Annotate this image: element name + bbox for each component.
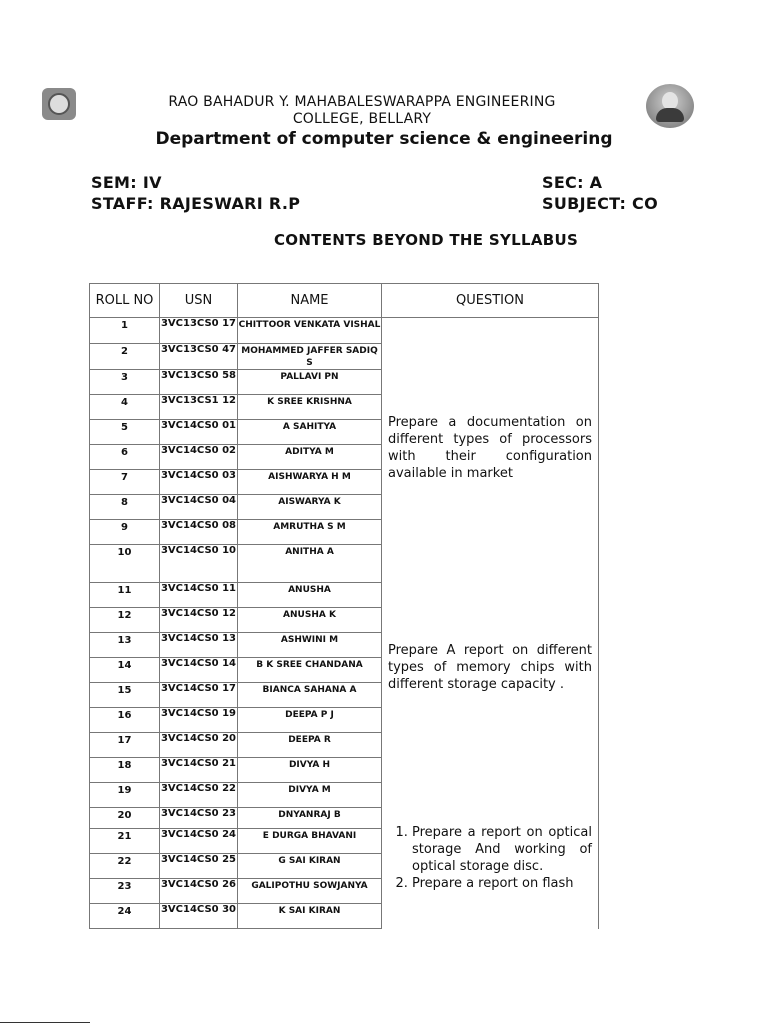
student-question-table xyxy=(89,283,599,929)
usn-cell: 3VC14CS0 22 xyxy=(160,783,238,808)
usn-cell: 3VC14CS0 19 xyxy=(160,708,238,733)
department-title: Department of computer science & engineering xyxy=(155,129,613,149)
section-heading: CONTENTS BEYOND THE SYLLABUS xyxy=(274,231,579,249)
name-cell: K SAI KIRAN xyxy=(238,904,382,929)
question-3-list xyxy=(388,824,592,892)
name-cell: DIVYA M xyxy=(238,783,382,808)
table-body xyxy=(90,318,599,929)
question-1-text: Prepare a documentation on different types of processors with their configuration available in market xyxy=(388,415,592,481)
usn-cell: 3VC14CS0 11 xyxy=(160,583,238,608)
roll-cell: 12 xyxy=(90,608,160,633)
roll-cell: 13 xyxy=(90,633,160,658)
usn-cell: 3VC13CS0 58 xyxy=(160,370,238,395)
name-cell: ANUSHA xyxy=(238,583,382,608)
name-cell: AISHWARYA H M xyxy=(238,470,382,495)
usn-cell: 3VC14CS0 08 xyxy=(160,520,238,545)
roll-cell: 11 xyxy=(90,583,160,608)
usn-cell: 3VC13CS0 17 xyxy=(160,318,238,344)
name-cell: MOHAMMED JAFFER SADIQ S xyxy=(238,344,382,370)
usn-cell: 3VC14CS0 21 xyxy=(160,758,238,783)
usn-cell: 3VC14CS0 03 xyxy=(160,470,238,495)
name-cell: ASHWINI M xyxy=(238,633,382,658)
roll-cell: 5 xyxy=(90,420,160,445)
name-cell: K SREE KRISHNA xyxy=(238,395,382,420)
question-3-item: 1. Prepare a report on optical storage And working of optical storage disc. xyxy=(412,824,592,875)
name-cell: DIVYA H xyxy=(238,758,382,783)
roll-cell: 4 xyxy=(90,395,160,420)
usn-cell: 3VC14CS0 17 xyxy=(160,683,238,708)
question-2-text: Prepare A report on different types of memory chips with different storage capacity . xyxy=(388,643,592,692)
roll-cell: 19 xyxy=(90,783,160,808)
college-name-line1: RAO BAHADUR Y. MAHABALESWARAPPA ENGINEERING xyxy=(168,94,556,110)
name-cell: DNYANRAJ B xyxy=(238,808,382,829)
question-3-item: 2. Prepare a report on flash xyxy=(412,875,592,892)
usn-cell: 3VC14CS0 01 xyxy=(160,420,238,445)
roll-cell: 2 xyxy=(90,344,160,370)
roll-cell: 7 xyxy=(90,470,160,495)
col-header-name: NAME xyxy=(238,284,382,318)
roll-cell: 23 xyxy=(90,879,160,904)
usn-cell: 3VC14CS0 30 xyxy=(160,904,238,929)
roll-cell: 6 xyxy=(90,445,160,470)
name-cell: ADITYA M xyxy=(238,445,382,470)
name-cell: DEEPA R xyxy=(238,733,382,758)
usn-cell: 3VC14CS0 20 xyxy=(160,733,238,758)
usn-cell: 3VC13CS0 47 xyxy=(160,344,238,370)
roll-cell: 17 xyxy=(90,733,160,758)
col-header-question: QUESTION xyxy=(382,284,599,318)
name-cell: PALLAVI PN xyxy=(238,370,382,395)
name-cell: AISWARYA K xyxy=(238,495,382,520)
roll-cell: 9 xyxy=(90,520,160,545)
roll-cell: 20 xyxy=(90,808,160,829)
col-header-usn: USN xyxy=(160,284,238,318)
usn-cell: 3VC14CS0 13 xyxy=(160,633,238,658)
usn-cell: 3VC14CS0 10 xyxy=(160,545,238,583)
name-cell: CHITTOOR VENKATA VISHAL xyxy=(238,318,382,344)
usn-cell: 3VC14CS0 14 xyxy=(160,658,238,683)
roll-cell: 18 xyxy=(90,758,160,783)
name-cell: ANUSHA K xyxy=(238,608,382,633)
usn-cell: 3VC14CS0 04 xyxy=(160,495,238,520)
name-cell: BIANCA SAHANA A xyxy=(238,683,382,708)
name-cell: B K SREE CHANDANA xyxy=(238,658,382,683)
usn-cell: 3VC14CS0 26 xyxy=(160,879,238,904)
name-cell: GALIPOTHU SOWJANYA xyxy=(238,879,382,904)
roll-cell: 22 xyxy=(90,854,160,879)
roll-cell: 15 xyxy=(90,683,160,708)
name-cell: DEEPA P J xyxy=(238,708,382,733)
name-cell: G SAI KIRAN xyxy=(238,854,382,879)
usn-cell: 3VC13CS1 12 xyxy=(160,395,238,420)
name-cell: E DURGA BHAVANI xyxy=(238,829,382,854)
usn-cell: 3VC14CS0 02 xyxy=(160,445,238,470)
subject-label: SUBJECT: CO xyxy=(542,194,658,213)
sec-label: SEC: A xyxy=(542,173,603,192)
question-cell xyxy=(382,318,599,929)
roll-cell: 21 xyxy=(90,829,160,854)
roll-cell: 14 xyxy=(90,658,160,683)
name-cell: A SAHITYA xyxy=(238,420,382,445)
table-row xyxy=(90,318,599,344)
usn-cell: 3VC14CS0 23 xyxy=(160,808,238,829)
roll-cell: 24 xyxy=(90,904,160,929)
roll-cell: 3 xyxy=(90,370,160,395)
usn-cell: 3VC14CS0 12 xyxy=(160,608,238,633)
roll-cell: 16 xyxy=(90,708,160,733)
name-cell: AMRUTHA S M xyxy=(238,520,382,545)
roll-cell: 1 xyxy=(90,318,160,344)
footnote-divider xyxy=(0,1022,90,1023)
usn-cell: 3VC14CS0 25 xyxy=(160,854,238,879)
college-name-line2: COLLEGE, BELLARY xyxy=(292,111,432,127)
staff-label: STAFF: RAJESWARI R.P xyxy=(91,194,301,213)
roll-cell: 8 xyxy=(90,495,160,520)
col-header-roll-no: ROLL NO xyxy=(90,284,160,318)
name-cell: ANITHA A xyxy=(238,545,382,583)
usn-cell: 3VC14CS0 24 xyxy=(160,829,238,854)
roll-cell: 10 xyxy=(90,545,160,583)
sem-label: SEM: IV xyxy=(91,173,162,192)
